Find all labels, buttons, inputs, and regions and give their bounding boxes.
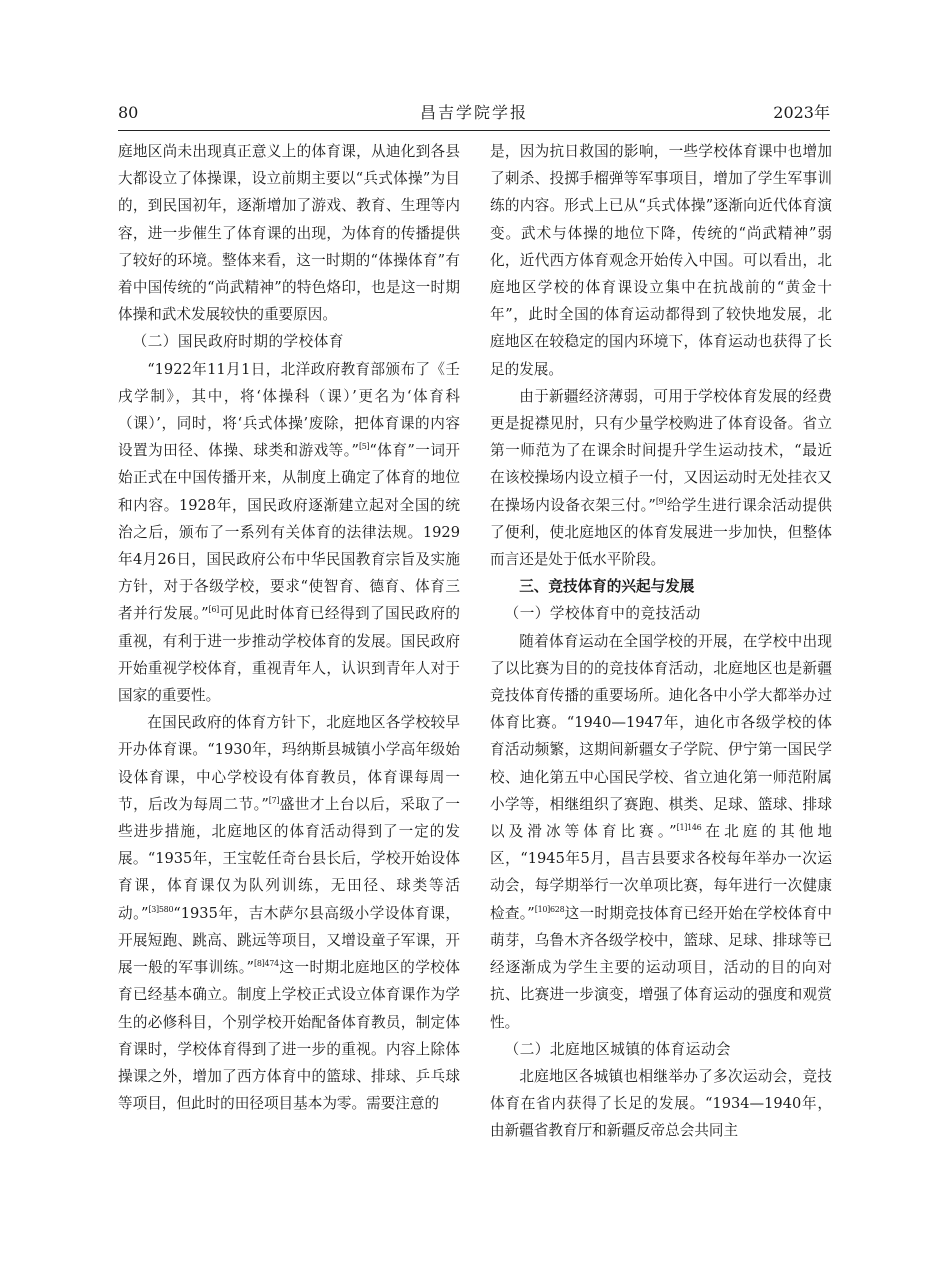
- paragraph: 北庭地区各城镇也相继举办了多次运动会，竞技体育在省内获得了长足的发展。“1934—1940年，由新疆省教育厅和新疆反帝总会共同主: [490, 1067, 832, 1140]
- paragraph-text: 盛世才上台以后，采取了一些进步措施，北庭地区的体育活动得到了一定的发展。“1935年，王宝乾任奇台县长后，学校开始设体育课，体育课仅为队列训练，无田径、球类等活动。”: [118, 795, 460, 922]
- journal-name: 昌吉学院学报: [419, 103, 528, 122]
- citation-ref: [7]: [268, 796, 280, 806]
- paragraph-text: “体育”一词开始正式在中国传播开来，从制度上确定了体育的地位和内容。1928年，国民政府逐渐建立起对全国的统治之后，颁布了一系列有关体育的法律法规。1929年4月26日，国民政府公布中华民国教育宗旨及实施方针，对于各级学校，要求“使智育、德育、体育三者并行发展。”: [118, 442, 460, 623]
- section-heading-3-1: （一）学校体育中的竞技活动: [504, 605, 701, 623]
- paragraph: 是，因为抗日救国的影响，一些学校体育课中也增加了刺杀、投掷手榴弹等军事项目，增加了学生军事训练的内容。形式上已从“兵式体操”逐渐向近代体育演变。武术与体操的地位下降，传统的“尚武精神”弱化，近代西方体育观念开始传入中国。可以看出，北庭地区学校的体育课设立集中在抗战前的“黄金十年”，此时全国的体育运动都得到了较快地发展，北庭地区在较稳定的国内环境下，体育运动也获得了长足的发展。: [490, 143, 832, 378]
- citation-ref: [9]: [655, 496, 667, 506]
- paragraph-text: 在北庭的其他地区，“1945年5月，昌吉县要求各校每年举办一次运动会，每学期举行一次单项比赛，每年进行一次健康检查。”: [490, 823, 832, 922]
- paragraph-text: 这一时期北庭地区的学校体育已经基本确立。制度上学校正式设立体育课作为学生的必修科目，个别学校开始配备体育教员，制定体育课时，学校体育得到了进一步的重视。内容上除体操课之外，增加了西方体育中的篮球、排球、乒乓球等项目，但此时的田径项目基本为零。需要注意的: [118, 959, 460, 1113]
- section-heading-3: 三、竞技体育的兴起与发展: [519, 578, 695, 596]
- paragraph-text: “1935年，吉木萨尔县高级小学设体育课，开展短跑、跳高、跳远等项目，又增设童子军课，开展一般的军事训练。”: [118, 904, 460, 977]
- paragraph-text: 给学生进行课余活动提供了便利，使北庭地区的体育发展进一步加快，但整体而言还是处于低水平阶段。: [490, 496, 832, 569]
- publication-year: 2023年: [773, 103, 830, 122]
- citation-ref: [3]580: [148, 904, 174, 914]
- paragraph-text: 这一时期竞技体育已经开始在学校体育中萌芽，乌鲁木齐各级学校中，篮球、足球、排球等已经逐渐成为学生主要的运动项目，活动的目的向对抗、比赛进一步演变，增强了体育运动的强度和观赏性。: [490, 904, 832, 1031]
- paragraph-text: 随着体育运动在全国学校的开展，在学校中出现了以比赛为目的的竞技体育活动，北庭地区也是新疆竞技体育传播的重要场所。迪化各中小学大都举办过体育比赛。“1940—1947年，迪化市各级学校的体育活动频繁，这期间新疆女子学院、伊宁第一国民学校、迪化第五中心国民学校、省立迪化第一师范附属小学等，相继组织了赛跑、棋类、足球、篮球、排球以及滑冰等体育比赛。”: [490, 632, 832, 841]
- paragraph-text: 由于新疆经济薄弱，可用于学校体育发展的经费更是捉襟见肘，只有少量学校购进了体育设备。省立第一师范为了在课余时间提升学生运动技术，“最近在该校操场内设立槓子一付，又因运动时无处挂衣又在操场内设备衣架三付。”: [490, 387, 832, 514]
- paragraph: [490, 383, 832, 573]
- page-number: 80: [118, 103, 139, 122]
- paragraph: [118, 356, 460, 710]
- paragraph: 庭地区尚未出现真正意义上的体育课，从迪化到各县大都设立了体操课，设立前期主要以“兵式体操”为目的，到民国初年，逐渐增加了游戏、教育、生理等内容，进一步催生了体育课的出现，为体育的传播提供了较好的环境。整体来看，这一时期的“体操体育”有着中国传统的“尚武精神”的特色烙印，也是这一时期体操和武术发展较快的重要原因。: [118, 143, 460, 324]
- paragraph-text: 可见此时体育已经得到了国民政府的重视，有利于进一步推动学校体育的发展。国民政府开始重视学校体育，重视青年人，认识到青年人对于国家的重要性。: [118, 605, 460, 705]
- section-heading-2-2: （二）国民政府时期的学校体育: [132, 333, 344, 351]
- citation-ref: [10]628: [534, 904, 565, 914]
- paragraph-text: 在国民政府的体育方针下，北庭地区各学校较早开办体育课。“1930年，玛纳斯县城镇小学高年级始设体育课，中心学校设有体育教员，体育课每周一节，后改为每周二节。”: [118, 714, 460, 813]
- right-column: [490, 138, 832, 1145]
- citation-ref: [5]: [358, 442, 370, 452]
- left-column: [118, 138, 460, 1117]
- running-header: [118, 100, 830, 126]
- citation-ref: [1]146: [676, 823, 702, 833]
- citation-ref: [8]474: [254, 959, 279, 969]
- paragraph: [118, 709, 460, 1117]
- citation-ref: [6]: [208, 605, 219, 615]
- header-rule: [118, 130, 830, 131]
- section-heading-3-2: （二）北庭地区城镇的体育运动会: [504, 1040, 732, 1058]
- paragraph: [490, 628, 832, 1036]
- paragraph-text: “1922年11月1日，北洋政府教育部颁布了《壬戌学制》，其中，将‘体操科（课）’更名为‘体育科（课）’，同时，将‘兵式体操’废除，把体育课的内容设置为田径、体操、球类和游戏等。”: [118, 360, 460, 460]
